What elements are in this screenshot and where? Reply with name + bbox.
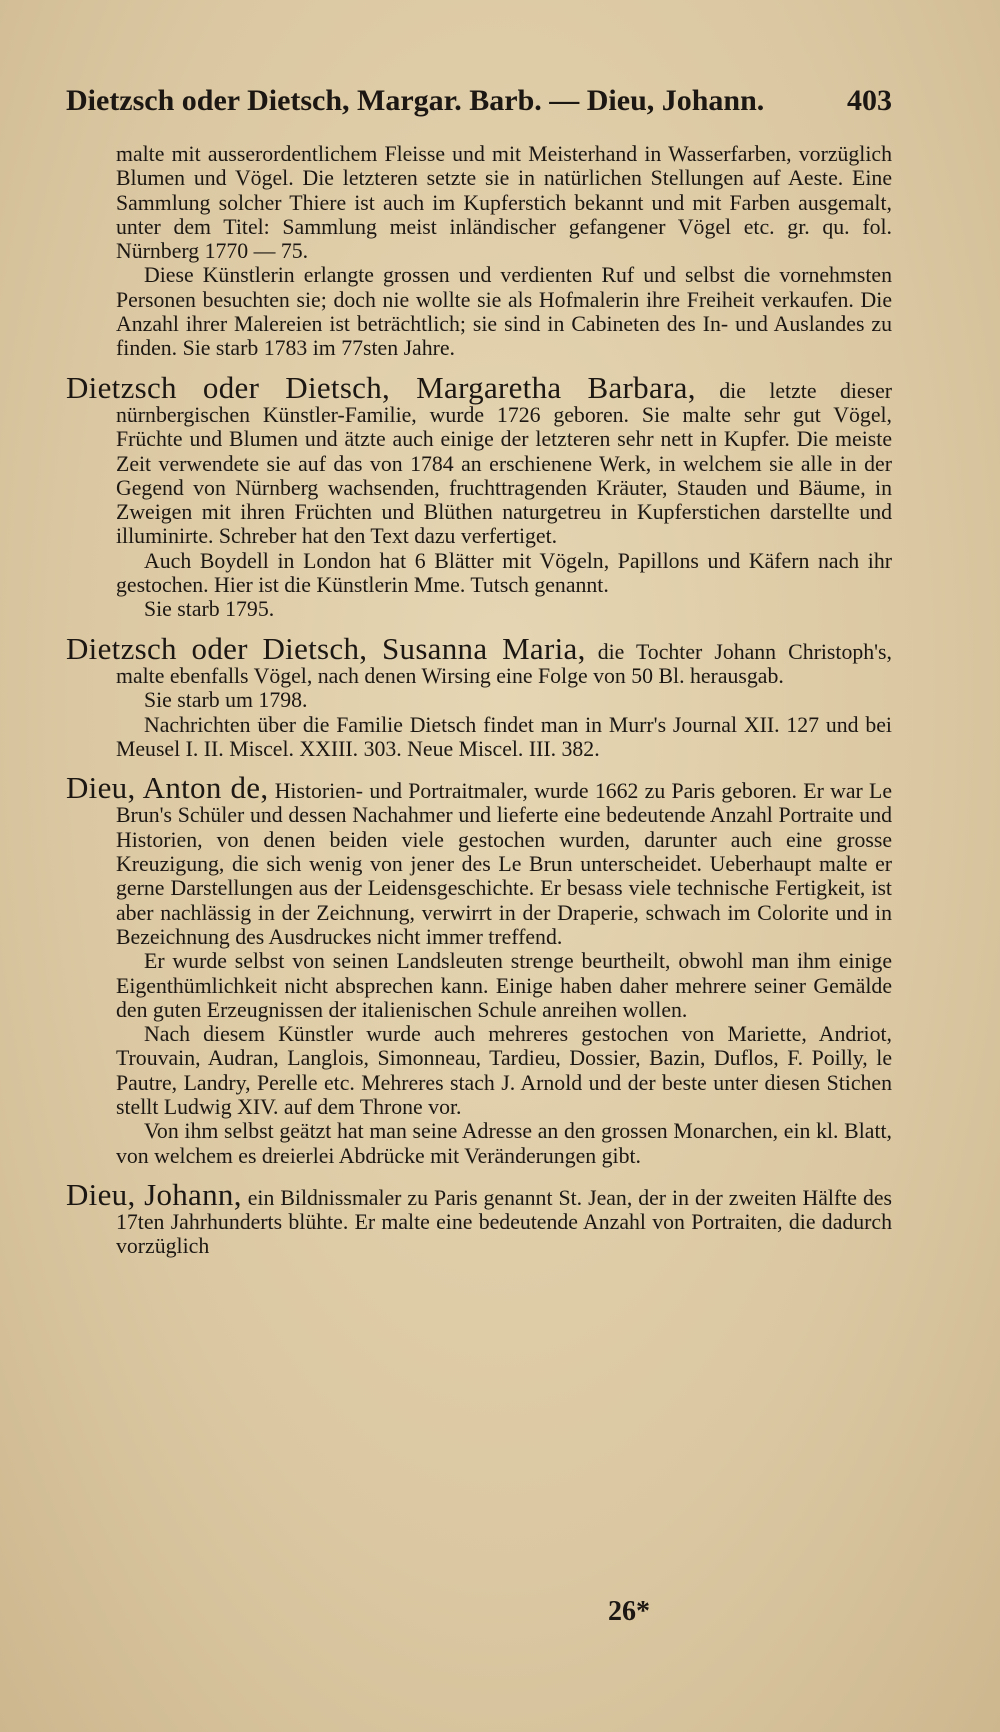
entry-paragraph: Nachrichten über die Familie Dietsch findet man in Murr's Journal XII. 127 und bei Meusel I. II. Miscel. XXIII. 303. Neue Miscel. III. 382.	[116, 712, 892, 761]
entry-johann-dieu	[66, 1176, 893, 1259]
entry-headword: Dietzsch oder Dietsch, Susanna Maria,	[66, 630, 586, 666]
entry-susanna-maria	[66, 630, 892, 689]
entry-margaretha-barbara	[66, 369, 893, 549]
continuation-text: malte mit ausserordentlichem Fleisse und mit Meisterhand in Wasserfarben, vorzüglich Blumen und Vögel. Die letzteren setzte sie in natürlichen Stellungen auf Aeste. Eine Sammlung solcher Thiere ist auch im Kupferstich bekannt und mit Farben ausgemalt, unter dem Titel: Sammlung meist inländischer gefangener Vögel etc. gr. qu. fol. Nürnberg 1770 — 75.	[116, 142, 892, 264]
entry-text: Historien- und Portraitmaler, wurde 1662 zu Paris geboren. Er war Le Brun's Schüler und dessen Nachahmer und lieferte eine bedeutende Anzahl Portraite und Historien, von denen beiden viele gestochen wurden, darunter auch eine grosse Kreuzigung, die sich wenig von jener des Le Brun unterscheidet. Ueberhaupt malte er gerne Darstellungen aus der Leidensgeschichte. Er besass viele technische Fertigkeit, ist aber nachlässig in der Zeichnung, verwirrt in der Draperie, schwach im Colorite und in Bezeichnung des Ausdruckes nicht immer treffend.	[116, 779, 892, 949]
running-header	[66, 84, 892, 118]
continuation-paragraph: Diese Künstlerin erlangte grossen und verdienten Ruf und selbst die vornehmsten Personen besuchten sie; doch nie wollte sie als Hofmalerin ihre Freiheit verkaufen. Die Anzahl ihrer Malereien ist beträchtlich; sie sind in Cabineten des In- und Auslandes zu finden. Sie starb 1783 im 77sten Jahre.	[116, 263, 892, 361]
entry-paragraph: Von ihm selbst geätzt hat man seine Adresse an den grossen Monarchen, ein kl. Blatt, von welchem es dreierlei Abdrücke mit Veränderungen gibt.	[116, 1119, 892, 1168]
signature-mark: 26*	[608, 1596, 650, 1627]
entry-headword: Dietzsch oder Dietsch, Margaretha Barbara,	[66, 369, 696, 405]
entry-headword: Dieu, Johann,	[66, 1176, 242, 1212]
body-text	[66, 142, 892, 1259]
entry-text: ein Bildnissmaler zu Paris genannt St. Jean, der in der zweiten Hälfte des 17ten Jahrhunderts blühte. Er malte eine bedeutende Anzahl von Portraiten, die dadurch vorzüglich	[116, 1185, 893, 1259]
entry-text: die Tochter Johann Christoph's, malte ebenfalls Vögel, nach denen Wirsing eine Folge von 50 Bl. herausgab.	[116, 639, 892, 688]
entry-paragraph: Er wurde selbst von seinen Landsleuten strenge beurtheilt, obwohl man ihm einige Eigenthümlichkeit nicht absprechen kann. Einige haben daher mehrere seiner Gemälde den guten Erzeugnissen der italienischen Schule anreihen wollen.	[116, 949, 892, 1022]
entry-headword: Dieu, Anton de,	[66, 770, 269, 806]
entry-text: die letzte dieser nürnbergischen Künstler-Familie, wurde 1726 geboren. Sie malte sehr gut Vögel, Früchte und Blumen und ätzte auch einige der letzteren sehr nett in Kupfer. Die meiste Zeit verwendete sie auf das von 1784 an erschienene Werk, in welchem sie alle in der Gegend von Nürnberg wachsenden, fruchttragenden Kräuter, Stauden und Bäume, in Zweigen mit ihren Früchten und Blüthen naturgetreu in Kupferstichen darstellte und illuminirte. Schreber hat den Text dazu verfertiget.	[116, 378, 893, 549]
page-number: 403	[847, 84, 892, 117]
entry-paragraph: Auch Boydell in London hat 6 Blätter mit Vögeln, Papillons und Käfern nach ihr gestochen. Hier ist die Künstlerin Mme. Tutsch genannt.	[116, 548, 892, 598]
entry-paragraph: Sie starb 1795.	[144, 597, 275, 622]
entry-paragraph: Sie starb um 1798.	[144, 688, 308, 713]
entry-anton-de-dieu	[66, 770, 892, 949]
running-title: Dietzsch oder Dietsch, Margar. Barb. — Dieu, Johann.	[66, 84, 765, 117]
entry-paragraph: Nach diesem Künstler wurde auch mehreres gestochen von Mariette, Andriot, Trouvain, Audran, Langlois, Simonneau, Tardieu, Dossier, Bazin, Duflos, F. Poilly, le Pautre, Landry, Perelle etc. Mehreres stach J. Arnold und der beste unter diesen Stichen stellt Ludwig XIV. auf dem Throne vor.	[116, 1022, 892, 1119]
